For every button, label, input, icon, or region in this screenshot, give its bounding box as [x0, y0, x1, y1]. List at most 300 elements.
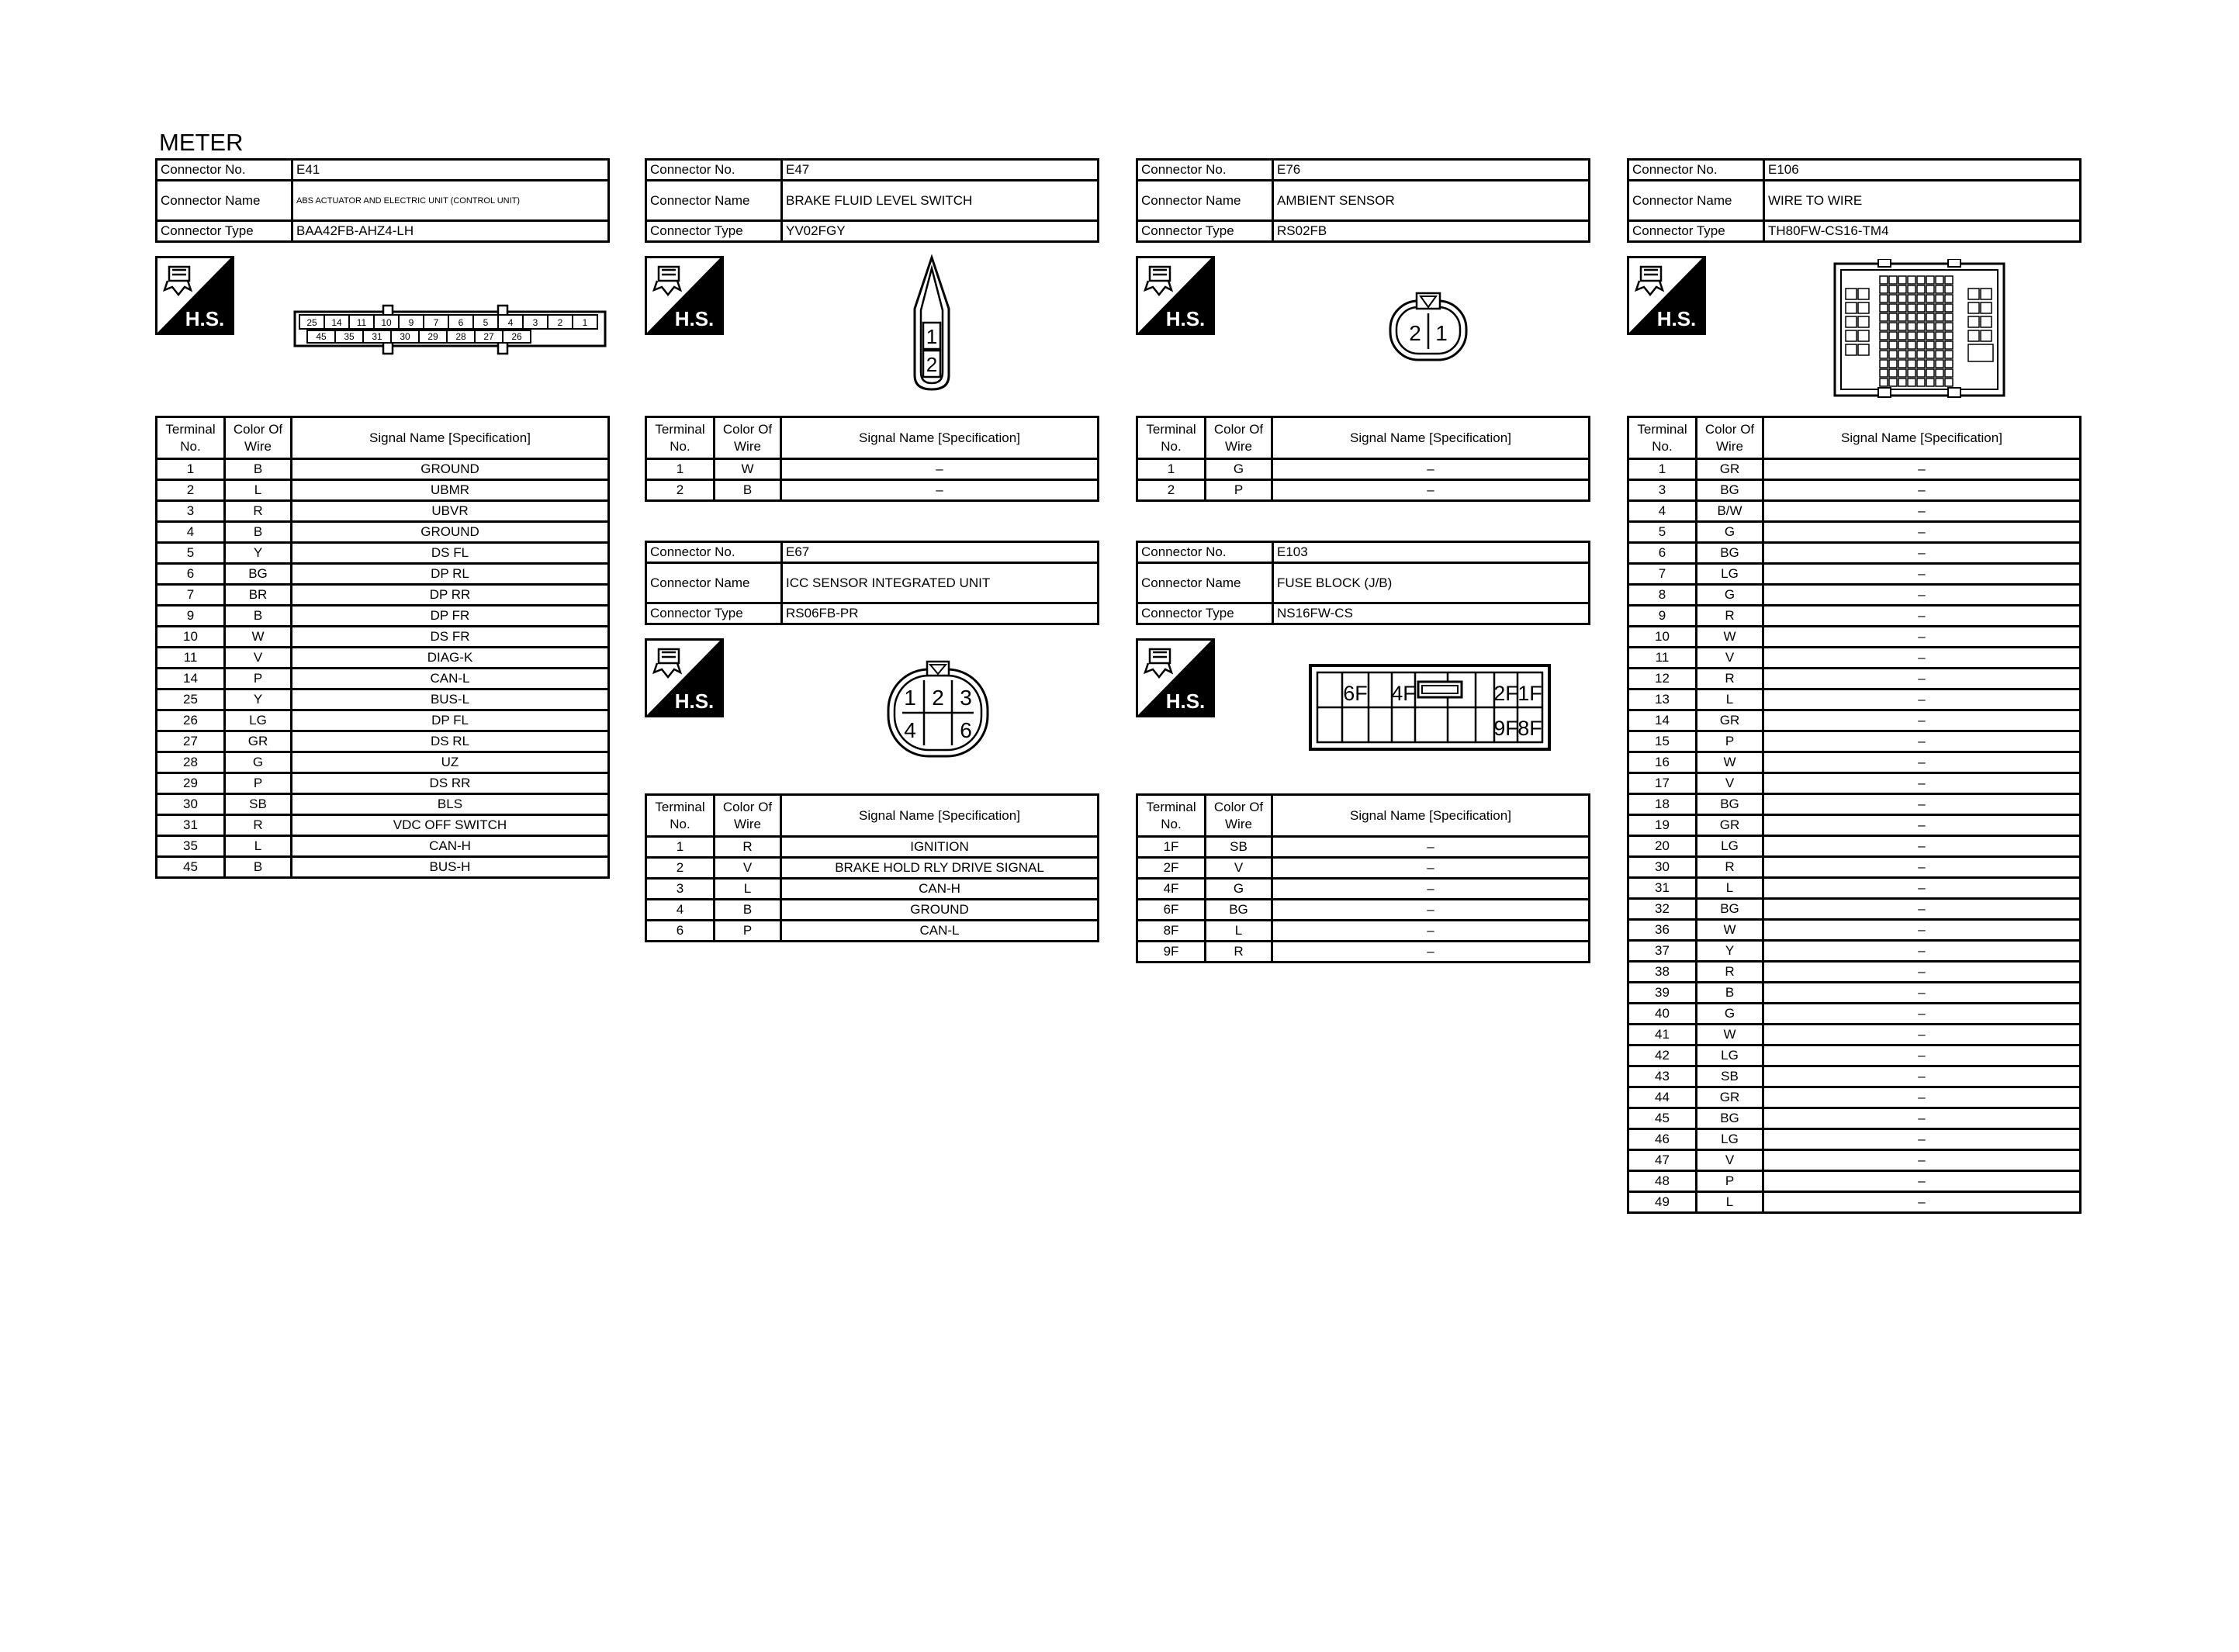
table-row: [1628, 627, 2081, 648]
pin-cavity: [1945, 323, 1953, 330]
signal-name-cell: –: [1763, 752, 2081, 773]
pin-cavity: [1846, 316, 1857, 327]
wire-color-cell: V: [715, 858, 781, 879]
table-row: [1628, 1192, 2081, 1213]
connector-face-e103: [1308, 663, 1553, 753]
terminal-no-cell: 2F: [1137, 858, 1206, 879]
connector-header: [645, 541, 1099, 625]
pin-cavity: [1936, 285, 1943, 293]
pin-cavity: [1945, 378, 1953, 386]
pin-cavity: [1846, 289, 1857, 299]
wire-color-cell: W: [1697, 627, 1763, 648]
signal-name-cell: –: [1763, 501, 2081, 522]
table-row: [157, 585, 609, 606]
connector-header: [1627, 158, 2082, 243]
pin-cavity: [1926, 351, 1934, 358]
wire-color-cell: R: [225, 501, 292, 522]
pin-cavity: [1936, 369, 1943, 377]
signal-name-cell: –: [1763, 627, 2081, 648]
table-row: [1628, 731, 2081, 752]
table-row: [1628, 836, 2081, 857]
connector-face-e67: [884, 658, 992, 764]
terminal-no-cell: 48: [1628, 1171, 1697, 1192]
terminal-no-header: Terminal No.: [646, 795, 715, 837]
connector-name-label: Connector Name: [1137, 563, 1273, 603]
wire-color-cell: LG: [1697, 1129, 1763, 1150]
signal-name-cell: –: [1763, 669, 2081, 689]
signal-name-cell: –: [1763, 794, 2081, 815]
signal-name-cell: BUS-L: [292, 689, 609, 710]
pin-cavity: [1926, 360, 1934, 368]
signal-name-cell: GROUND: [292, 459, 609, 480]
pin-cavity: [1968, 330, 1979, 341]
connector-header: [155, 158, 610, 243]
wire-color-cell: W: [715, 459, 781, 480]
signal-name-cell: –: [1763, 857, 2081, 878]
connector-no-label: Connector No.: [157, 160, 292, 181]
pin-cavity: [1908, 323, 1915, 330]
pin-cavity: [1945, 295, 1953, 302]
pin-cavity: [1936, 304, 1943, 312]
table-row: [1628, 815, 2081, 836]
terminal-no-cell: 49: [1628, 1192, 1697, 1213]
wire-color-cell: BG: [1697, 1108, 1763, 1129]
wire-color-cell: R: [225, 815, 292, 836]
pin-label: 1F: [1517, 682, 1542, 705]
page-title: METER: [159, 129, 244, 156]
table-row: [646, 837, 1099, 858]
connector-name-label: Connector Name: [646, 181, 782, 221]
harness-side-icon: [645, 638, 724, 717]
pin-cavity: [1968, 316, 1979, 327]
pin-label: 35: [344, 331, 355, 342]
pin-label: 31: [372, 331, 382, 342]
table-row: [157, 731, 609, 752]
signal-name-cell: CAN-H: [292, 836, 609, 857]
wire-color-cell: G: [225, 752, 292, 773]
terminal-no-cell: 3: [1628, 480, 1697, 501]
terminal-no-cell: 39: [1628, 983, 1697, 1004]
wire-color-header: Color Of Wire: [715, 417, 781, 459]
table-row: [1628, 920, 2081, 941]
terminal-no-cell: 4: [157, 522, 225, 543]
terminal-no-cell: 5: [157, 543, 225, 564]
signal-name-cell: –: [1763, 1066, 2081, 1087]
signal-name-cell: CAN-L: [292, 669, 609, 689]
table-row: [646, 858, 1099, 879]
signal-name-cell: GROUND: [781, 900, 1099, 921]
pin-cavity: [1908, 276, 1915, 284]
signal-name-cell: –: [1763, 731, 2081, 752]
wire-color-cell: GR: [1697, 459, 1763, 480]
terminal-no-cell: 7: [157, 585, 225, 606]
pin-cavity: [1926, 341, 1934, 349]
pin-label: 2: [926, 353, 938, 376]
signal-name-cell: –: [1763, 522, 2081, 543]
pin-cavity: [1898, 360, 1906, 368]
pin-cavity: [1945, 360, 1953, 368]
connector-name-value: AMBIENT SENSOR: [1273, 181, 1590, 221]
pin-cavity: [1936, 341, 1943, 349]
pin-label: 4: [904, 718, 916, 742]
pin-cavity: [1898, 304, 1906, 312]
connector-type-value: BAA42FB-AHZ4-LH: [292, 221, 609, 242]
table-row: [157, 459, 609, 480]
pin-cavity: [1908, 351, 1915, 358]
pin-label: 6: [458, 317, 464, 328]
pin-cavity: [1968, 289, 1979, 299]
pin-cavity: [1908, 360, 1915, 368]
terminal-table: [645, 793, 1099, 942]
table-row: [1628, 1004, 2081, 1025]
pin-label: 2: [557, 317, 563, 328]
terminal-no-cell: 26: [157, 710, 225, 731]
table-row: [1628, 878, 2081, 899]
pin-cavity: [1889, 276, 1897, 284]
pin-cavity: [1858, 302, 1869, 313]
terminal-no-cell: 37: [1628, 941, 1697, 962]
pin-label: 45: [316, 331, 327, 342]
pin-cavity: [1889, 351, 1897, 358]
signal-name-cell: –: [1272, 837, 1590, 858]
pin-cavity: [1898, 351, 1906, 358]
wire-color-cell: L: [1697, 1192, 1763, 1213]
terminal-no-cell: 1: [646, 837, 715, 858]
signal-name-cell: UBMR: [292, 480, 609, 501]
wire-color-cell: W: [1697, 920, 1763, 941]
terminal-no-cell: 10: [157, 627, 225, 648]
signal-name-header: Signal Name [Specification]: [292, 417, 609, 459]
signal-name-cell: –: [1763, 1192, 2081, 1213]
pin-cavity: [1926, 332, 1934, 340]
signal-name-cell: CAN-H: [781, 879, 1099, 900]
connector-name-label: Connector Name: [646, 563, 782, 603]
terminal-no-cell: 8: [1628, 585, 1697, 606]
pin-cavity: [1858, 316, 1869, 327]
signal-name-cell: –: [1763, 585, 2081, 606]
connector-e67: [645, 541, 1099, 938]
terminal-no-cell: 42: [1628, 1045, 1697, 1066]
signal-name-cell: DP FL: [292, 710, 609, 731]
wire-color-cell: V: [1697, 1150, 1763, 1171]
pin-cavity: [1880, 351, 1888, 358]
terminal-no-cell: 1F: [1137, 837, 1206, 858]
pin-cavity: [1889, 304, 1897, 312]
signal-name-cell: DP RR: [292, 585, 609, 606]
pin-cavity: [1926, 369, 1934, 377]
pin-label: 25: [306, 317, 317, 328]
pin-cavity: [1945, 313, 1953, 321]
wire-color-cell: SB: [1206, 837, 1272, 858]
signal-name-cell: –: [781, 480, 1099, 501]
terminal-no-cell: 13: [1628, 689, 1697, 710]
pin-cavity: [1945, 341, 1953, 349]
terminal-table: [1136, 416, 1590, 502]
wire-color-header: Color Of Wire: [1697, 417, 1763, 459]
terminal-no-cell: 10: [1628, 627, 1697, 648]
table-row: [157, 480, 609, 501]
wire-color-cell: R: [1697, 857, 1763, 878]
connector-e106: [1627, 158, 2082, 1209]
signal-name-cell: DIAG-K: [292, 648, 609, 669]
connector-type-value: YV02FGY: [782, 221, 1099, 242]
wire-color-cell: L: [1697, 689, 1763, 710]
wire-color-cell: GR: [1697, 710, 1763, 731]
signal-name-cell: –: [1763, 920, 2081, 941]
pin-cavity: [1889, 295, 1897, 302]
pin-cavity: [1898, 341, 1906, 349]
pin-cavity: [1936, 295, 1943, 302]
connector-e103: [1136, 541, 1590, 959]
signal-name-cell: –: [1272, 480, 1590, 501]
wire-color-cell: Y: [1697, 941, 1763, 962]
signal-name-cell: UZ: [292, 752, 609, 773]
signal-name-cell: –: [1763, 878, 2081, 899]
wire-color-cell: BG: [225, 564, 292, 585]
connector-name-value: FUSE BLOCK (J/B): [1273, 563, 1590, 603]
terminal-no-cell: 1: [157, 459, 225, 480]
terminal-no-header: Terminal No.: [1137, 795, 1206, 837]
pin-cavity: [1945, 369, 1953, 377]
pin-cavity: [1945, 304, 1953, 312]
signal-name-cell: BRAKE HOLD RLY DRIVE SIGNAL: [781, 858, 1099, 879]
hs-label: H.S.: [674, 307, 715, 330]
connector-type-label: Connector Type: [646, 221, 782, 242]
connector-name-label: Connector Name: [157, 181, 292, 221]
pin-cavity: [1889, 360, 1897, 368]
signal-name-cell: CAN-L: [781, 921, 1099, 942]
connector-face-e106: [1832, 259, 2007, 399]
table-row: [1137, 858, 1590, 879]
terminal-no-cell: 7: [1628, 564, 1697, 585]
connector-type-value: TH80FW-CS16-TM4: [1764, 221, 2081, 242]
connector-no-label: Connector No.: [646, 160, 782, 181]
table-row: [1628, 1108, 2081, 1129]
table-row: [157, 815, 609, 836]
terminal-no-cell: 4: [646, 900, 715, 921]
pin-cavity: [1936, 323, 1943, 330]
terminal-no-cell: 6: [1628, 543, 1697, 564]
signal-name-cell: –: [1763, 459, 2081, 480]
table-row: [1628, 752, 2081, 773]
terminal-no-cell: 30: [1628, 857, 1697, 878]
table-row: [157, 710, 609, 731]
pin-cavity: [1917, 276, 1925, 284]
signal-name-cell: –: [1763, 689, 2081, 710]
wire-color-cell: L: [225, 836, 292, 857]
signal-name-cell: BLS: [292, 794, 609, 815]
terminal-no-cell: 11: [1628, 648, 1697, 669]
terminal-no-cell: 29: [157, 773, 225, 794]
signal-name-cell: –: [1272, 459, 1590, 480]
pin-cavity: [1880, 313, 1888, 321]
pin-cavity: [1936, 351, 1943, 358]
pin-cavity: [1898, 295, 1906, 302]
pin-cavity: [1858, 344, 1869, 355]
terminal-no-cell: 3: [157, 501, 225, 522]
signal-name-cell: DP FR: [292, 606, 609, 627]
wire-color-cell: BG: [1697, 480, 1763, 501]
signal-name-cell: DS RL: [292, 731, 609, 752]
terminal-no-cell: 5: [1628, 522, 1697, 543]
wire-color-cell: V: [1206, 858, 1272, 879]
signal-name-cell: –: [1763, 836, 2081, 857]
signal-name-cell: –: [1763, 564, 2081, 585]
table-row: [1628, 522, 2081, 543]
pin-cavity: [1889, 323, 1897, 330]
terminal-no-cell: 2: [1137, 480, 1206, 501]
table-row: [157, 627, 609, 648]
pin-cavity: [1945, 276, 1953, 284]
table-row: [157, 836, 609, 857]
pin-cavity: [1968, 302, 1979, 313]
pin-label: 28: [455, 331, 466, 342]
pin-label: 4: [507, 317, 514, 328]
terminal-table: [1136, 793, 1590, 963]
pin-cavity: [1889, 285, 1897, 293]
wire-color-cell: L: [1206, 921, 1272, 942]
table-row: [1628, 857, 2081, 878]
connector-no-value: E103: [1273, 542, 1590, 563]
pin-label: 2: [932, 686, 944, 710]
wire-color-cell: R: [1206, 942, 1272, 963]
signal-name-cell: –: [781, 459, 1099, 480]
pin-cavity: [1917, 351, 1925, 358]
table-row: [1137, 837, 1590, 858]
hs-label: H.S.: [185, 307, 225, 330]
wire-color-cell: W: [1697, 1025, 1763, 1045]
terminal-no-cell: 9: [157, 606, 225, 627]
signal-name-cell: –: [1763, 543, 2081, 564]
pin-cavity: [1880, 285, 1888, 293]
signal-name-cell: –: [1272, 921, 1590, 942]
pin-cavity: [1889, 313, 1897, 321]
pin-cavity: [1917, 285, 1925, 293]
terminal-no-cell: 31: [157, 815, 225, 836]
signal-name-cell: –: [1763, 648, 2081, 669]
wire-color-cell: G: [1206, 459, 1272, 480]
wire-color-cell: W: [225, 627, 292, 648]
wire-color-cell: BR: [225, 585, 292, 606]
terminal-no-cell: 36: [1628, 920, 1697, 941]
table-row: [1628, 1066, 2081, 1087]
wire-color-header: Color Of Wire: [1206, 795, 1272, 837]
signal-name-cell: –: [1763, 480, 2081, 501]
wire-color-header: Color Of Wire: [225, 417, 292, 459]
connector-name-value: WIRE TO WIRE: [1764, 181, 2081, 221]
terminal-no-cell: 35: [157, 836, 225, 857]
table-row: [1628, 459, 2081, 480]
wire-color-cell: LG: [1697, 564, 1763, 585]
pin-cavity: [1968, 344, 1993, 361]
table-row: [1628, 1025, 2081, 1045]
pin-cavity: [1880, 369, 1888, 377]
table-row: [1628, 648, 2081, 669]
terminal-no-cell: 30: [157, 794, 225, 815]
terminal-no-cell: 43: [1628, 1066, 1697, 1087]
table-row: [1137, 480, 1590, 501]
connector-no-label: Connector No.: [1137, 160, 1273, 181]
terminal-no-cell: 16: [1628, 752, 1697, 773]
pin-cavity: [1917, 313, 1925, 321]
signal-name-cell: UBVR: [292, 501, 609, 522]
terminal-no-cell: 9: [1628, 606, 1697, 627]
pin-cavity: [1926, 313, 1934, 321]
table-row: [1628, 794, 2081, 815]
terminal-no-cell: 8F: [1137, 921, 1206, 942]
wire-color-header: Color Of Wire: [715, 795, 781, 837]
hs-label: H.S.: [1656, 307, 1697, 330]
wire-color-cell: B: [225, 857, 292, 878]
terminal-no-cell: 47: [1628, 1150, 1697, 1171]
wire-color-cell: B: [715, 900, 781, 921]
harness-side-icon: [1136, 256, 1215, 335]
signal-name-cell: –: [1272, 879, 1590, 900]
signal-name-cell: –: [1272, 858, 1590, 879]
wire-color-cell: R: [1697, 962, 1763, 983]
terminal-no-cell: 38: [1628, 962, 1697, 983]
terminal-no-header: Terminal No.: [1137, 417, 1206, 459]
connector-header: [1136, 541, 1590, 625]
terminal-no-cell: 45: [1628, 1108, 1697, 1129]
pin-cavity: [1936, 332, 1943, 340]
pin-cavity: [1945, 332, 1953, 340]
table-row: [1628, 1129, 2081, 1150]
wire-color-cell: LG: [1697, 836, 1763, 857]
wire-color-cell: R: [1697, 669, 1763, 689]
connector-no-label: Connector No.: [1137, 542, 1273, 563]
pin-cavity: [1898, 378, 1906, 386]
table-row: [1137, 942, 1590, 963]
signal-name-header: Signal Name [Specification]: [1272, 417, 1590, 459]
signal-name-cell: –: [1763, 1025, 2081, 1045]
pin-cavity: [1908, 304, 1915, 312]
terminal-no-cell: 20: [1628, 836, 1697, 857]
pin-cavity: [1898, 323, 1906, 330]
terminal-table: [645, 416, 1099, 502]
terminal-no-cell: 9F: [1137, 942, 1206, 963]
wire-color-cell: L: [225, 480, 292, 501]
wire-color-cell: G: [1697, 1004, 1763, 1025]
connector-no-label: Connector No.: [1628, 160, 1764, 181]
wire-color-cell: B: [225, 459, 292, 480]
terminal-no-cell: 1: [1137, 459, 1206, 480]
signal-name-cell: DS RR: [292, 773, 609, 794]
connector-no-value: E106: [1764, 160, 2081, 181]
connector-type-label: Connector Type: [1137, 603, 1273, 624]
signal-name-cell: –: [1763, 1171, 2081, 1192]
signal-name-cell: –: [1763, 899, 2081, 920]
signal-name-cell: –: [1763, 941, 2081, 962]
table-row: [157, 522, 609, 543]
wire-color-cell: R: [715, 837, 781, 858]
signal-name-cell: –: [1763, 710, 2081, 731]
pin-cavity: [1898, 313, 1906, 321]
pin-cavity: [1908, 369, 1915, 377]
pin-cavity: [1917, 360, 1925, 368]
wire-color-cell: P: [1206, 480, 1272, 501]
pin-label: 3: [532, 317, 538, 328]
terminal-no-cell: 6F: [1137, 900, 1206, 921]
harness-side-icon: [155, 256, 234, 335]
wire-color-cell: P: [1697, 1171, 1763, 1192]
pin-label: 9: [408, 317, 414, 328]
table-row: [1628, 1171, 2081, 1192]
pin-label: 27: [483, 331, 494, 342]
connector-name-value: ICC SENSOR INTEGRATED UNIT: [782, 563, 1099, 603]
signal-name-cell: –: [1272, 900, 1590, 921]
table-row: [157, 773, 609, 794]
